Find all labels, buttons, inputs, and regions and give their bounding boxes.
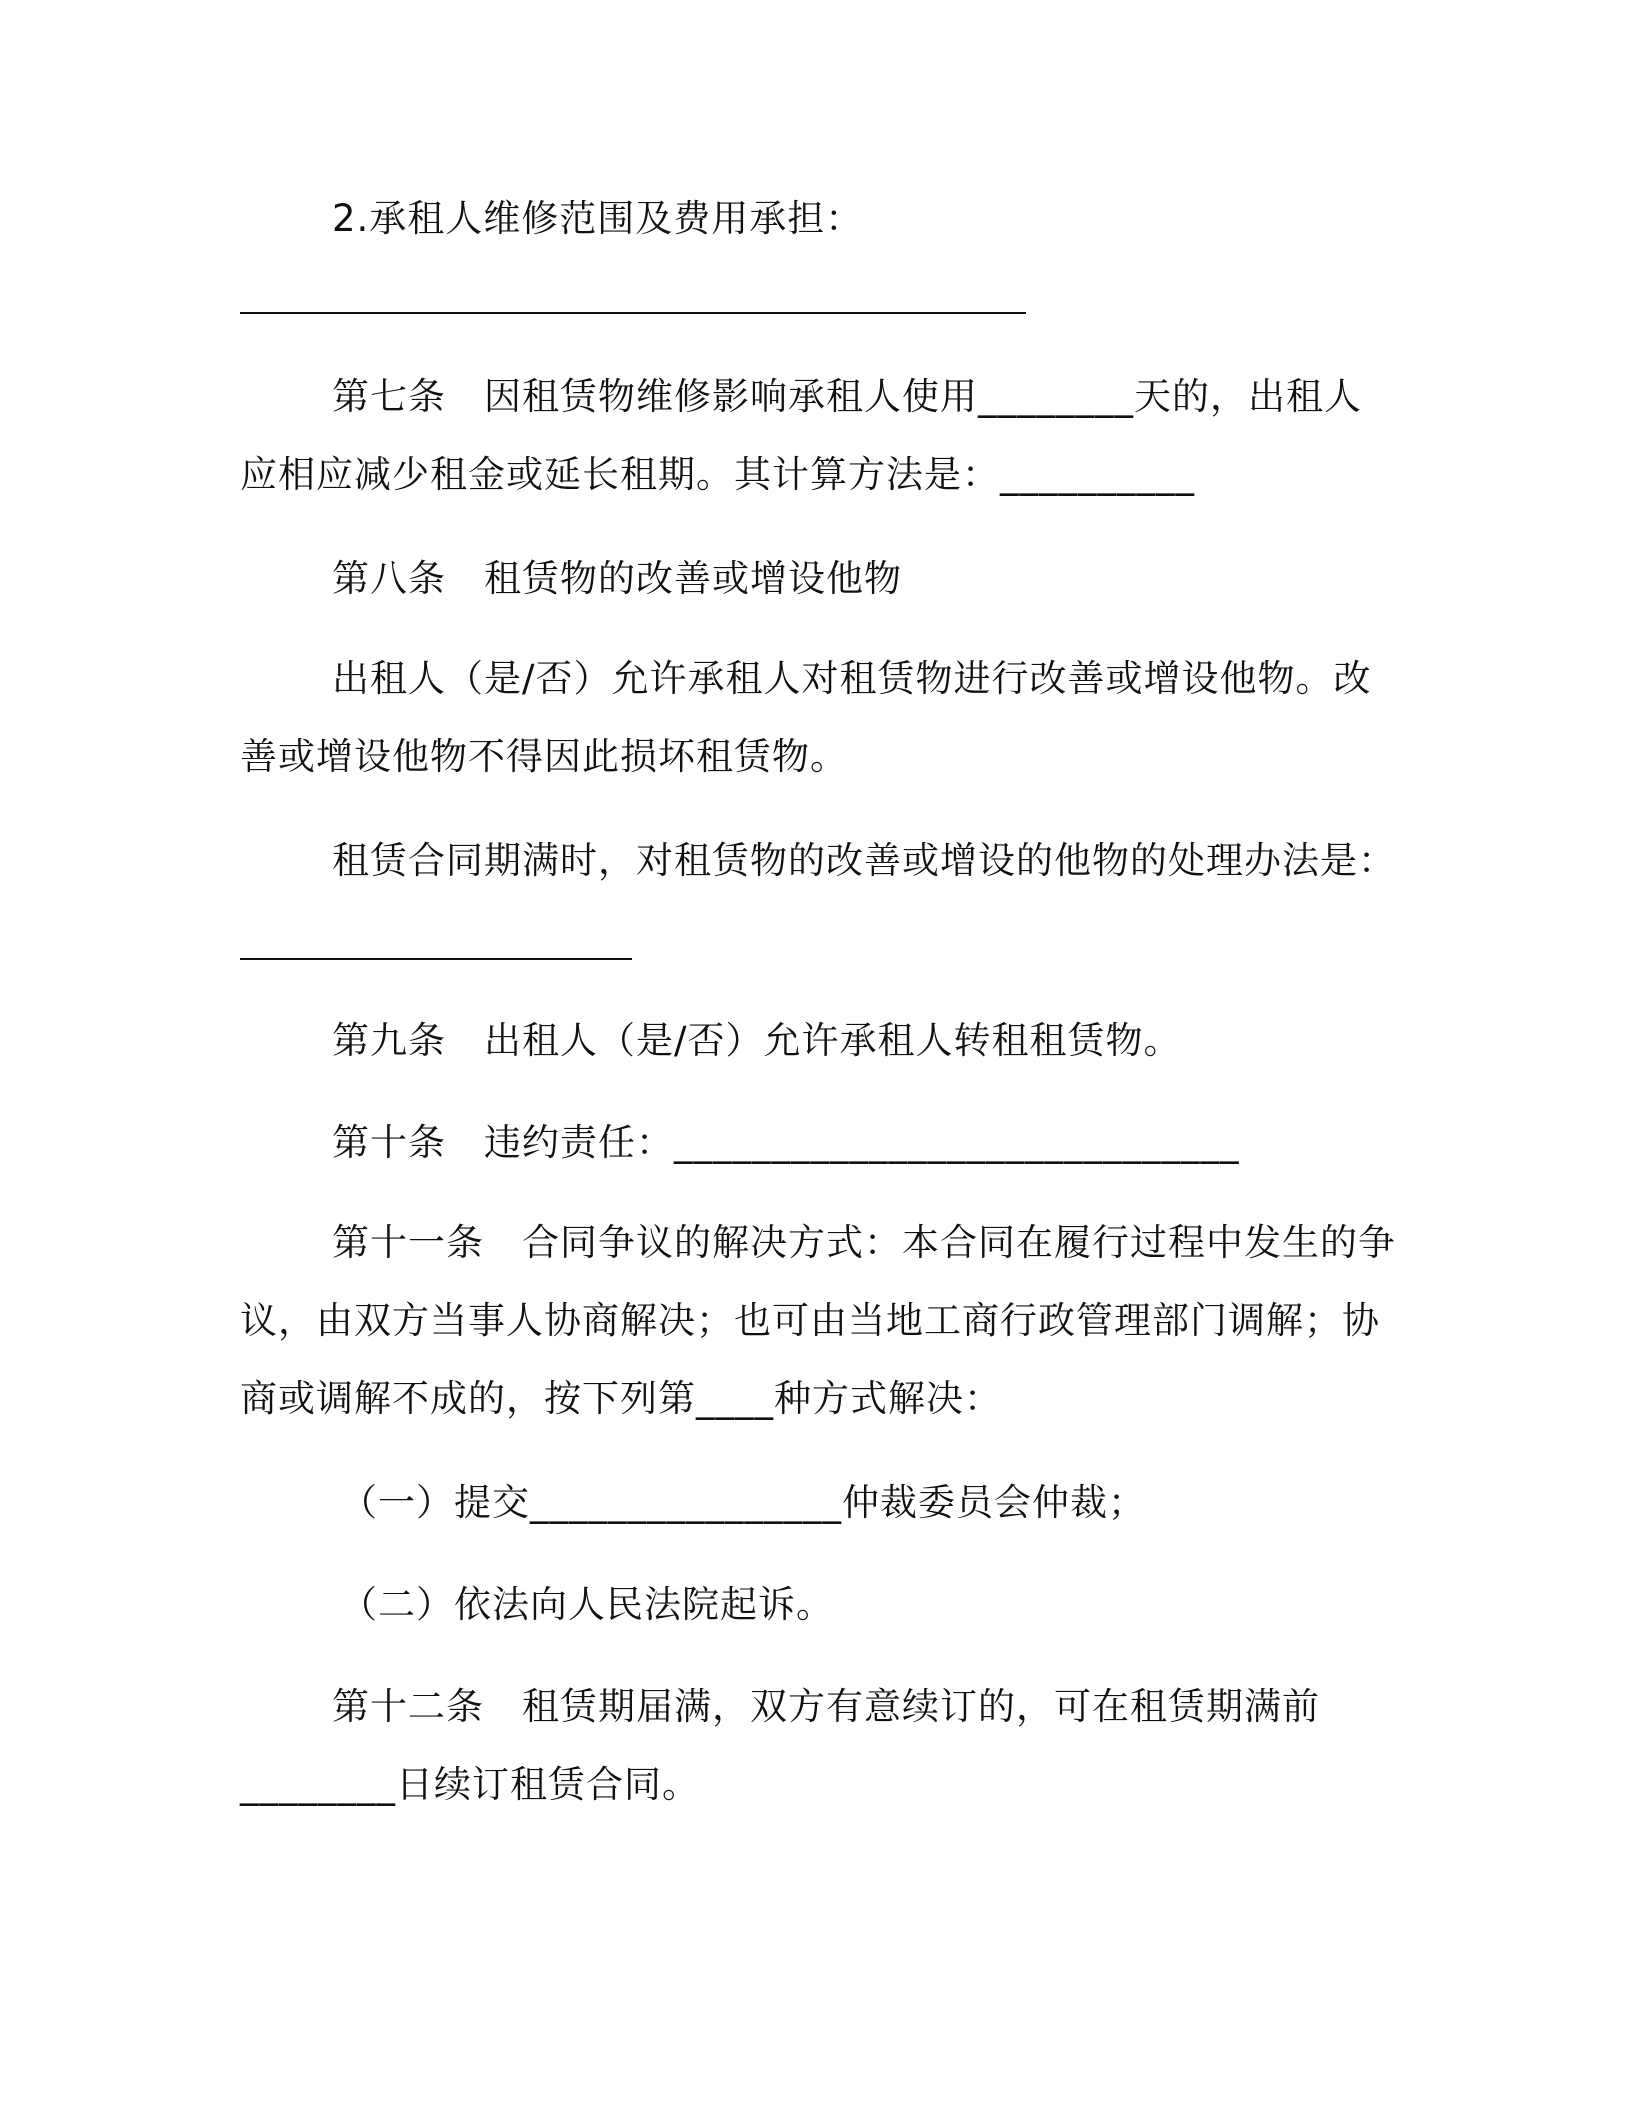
text-line: 第十二条 租赁期届满，双方有意续订的，可在租赁期满前 [332, 1685, 1320, 1728]
text-line: 善或增设他物不得因此损坏租赁物。 [240, 735, 848, 778]
text-line: 商或调解不成的，按下列第____种方式解决： [240, 1377, 1002, 1420]
paragraph-article-9 [240, 1002, 1390, 1080]
text-line: 2.承租人维修范围及费用承担： [332, 197, 864, 240]
text-line: 应相应减少租金或延长租期。其计算方法是：__________ [240, 453, 1195, 496]
fill-in-blank-line [240, 312, 1026, 314]
text-line: 第十条 违约责任：_____________________________ [332, 1121, 1240, 1164]
text-line: （二）依法向人民法院起诉。 [340, 1583, 834, 1626]
paragraph-article-8-title [240, 540, 1390, 618]
paragraph-article-11 [240, 1204, 1396, 1438]
text-line: 第七条 因租赁物维修影响承租人使用________天的，出租人 [332, 375, 1362, 418]
text-line: 第九条 出租人（是/否）允许承租人转租租赁物。 [332, 1019, 1182, 1062]
paragraph-article-8-body [240, 640, 1390, 796]
paragraph-option-2 [240, 1566, 1390, 1644]
text-line: 议，由双方当事人协商解决；也可由当地工商行政管理部门调解；协 [240, 1299, 1380, 1342]
paragraph-article-7 [240, 358, 1390, 514]
text-line: ________日续订租赁合同。 [240, 1763, 700, 1806]
paragraph-option-1 [240, 1464, 1390, 1542]
fill-in-blank-line [240, 958, 632, 960]
text-line: 第十一条 合同争议的解决方式：本合同在履行过程中发生的争 [332, 1221, 1396, 1264]
paragraph-repair-scope [240, 180, 1390, 258]
paragraph-article-10 [240, 1104, 1390, 1182]
text-line: 出租人（是/否）允许承租人对租赁物进行改善或增设他物。改 [332, 657, 1372, 700]
paragraph-article-12 [240, 1668, 1390, 1824]
text-line: （一）提交________________仲裁委员会仲裁； [340, 1481, 1146, 1524]
paragraph-expiry-handling [240, 822, 1396, 900]
text-line: 第八条 租赁物的改善或增设他物 [332, 557, 902, 600]
text-line: 租赁合同期满时，对租赁物的改善或增设的他物的处理办法是： [332, 839, 1396, 882]
